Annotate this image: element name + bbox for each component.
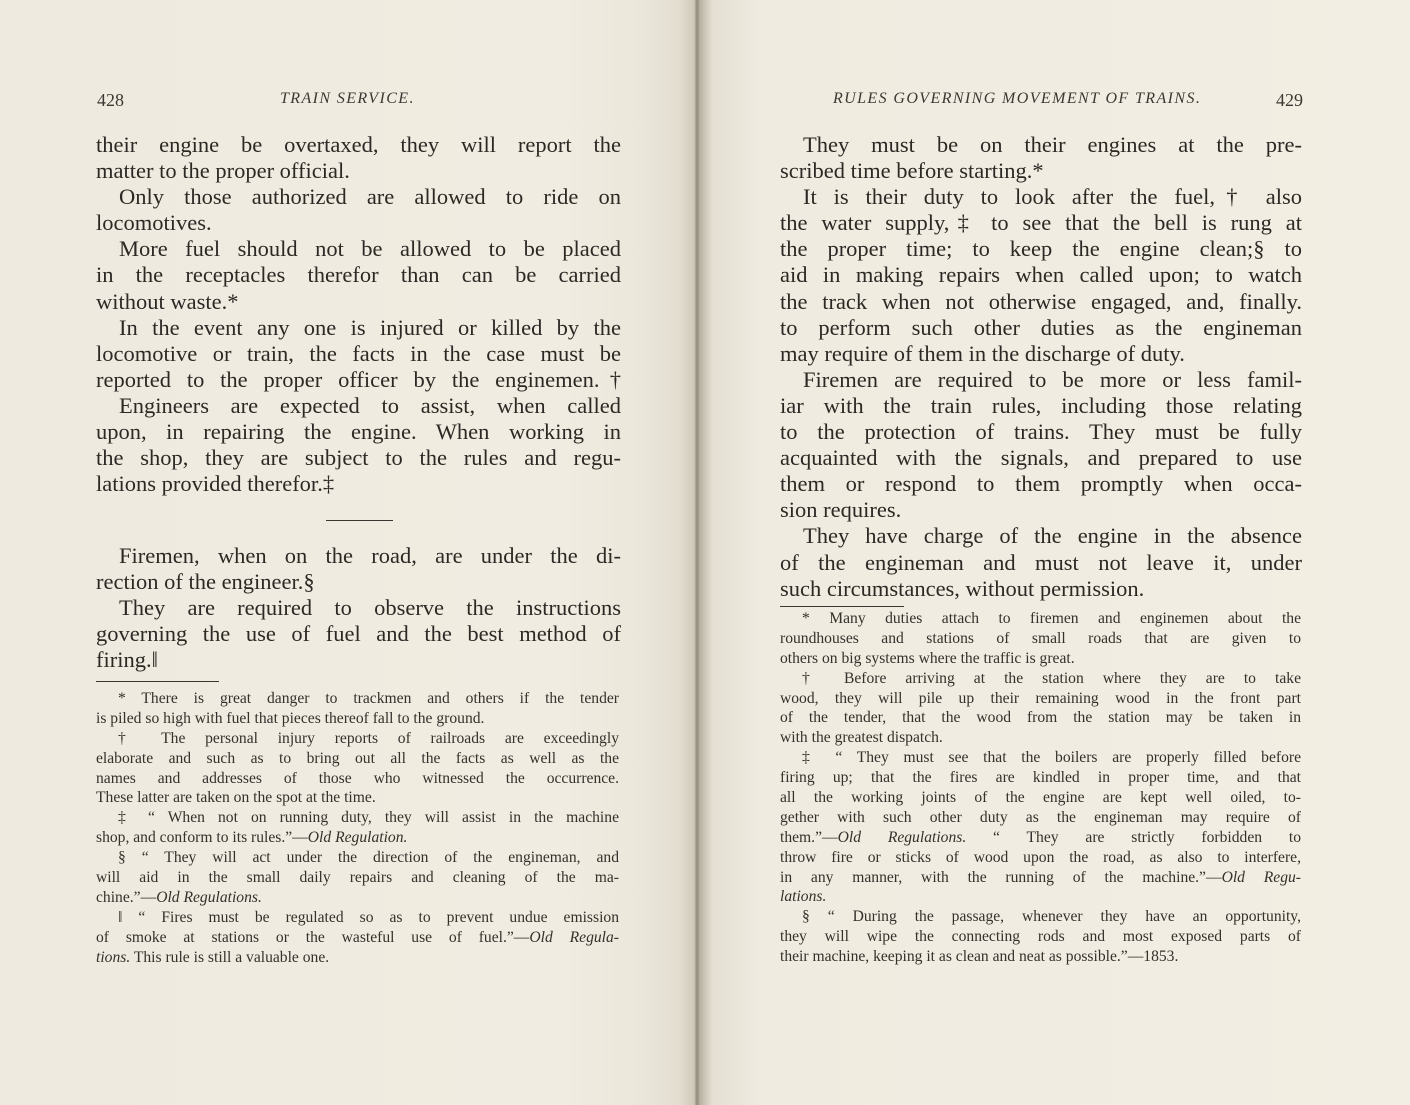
text-line: locomotive or train, the facts in the case must be: [96, 340, 621, 366]
text-line: such circumstances, without permission.: [780, 575, 1145, 601]
text-line: More fuel should not be allowed to be placed: [119, 236, 621, 262]
text-line: rection of the engineer.§: [96, 569, 315, 595]
text-line: throw fire or sticks of wood upon the road, as also to interfere,: [780, 848, 1301, 866]
text-line: ‖ “ Fires must be regulated so as to prevent undue emission: [118, 908, 619, 926]
text-line: * Many duties attach to firemen and enginemen about the: [802, 610, 1301, 627]
text-line: Only those authorized are allowed to ride on: [119, 184, 621, 210]
text-line: acquainted with the signals, and prepared to use: [780, 445, 1302, 471]
footnote-rule: [780, 606, 904, 607]
text-line: * There is great danger to trackmen and others if the tender: [118, 690, 619, 707]
text-line: These latter are taken on the spot at the time.: [96, 789, 376, 807]
text-line: them or respond to them promptly when occa-: [780, 471, 1302, 497]
text-line: is piled so high with fuel that pieces thereof fall to the ground.: [96, 709, 485, 727]
text-line: § “ During the passage, whenever they have an opportunity,: [802, 908, 1301, 926]
text-line: with the greatest dispatch.: [780, 729, 943, 747]
running-head-left: [97, 90, 619, 114]
text-line: of the engineman and must not leave it, under: [780, 549, 1302, 575]
right-page: [698, 0, 1410, 1105]
text-line: chine.”—Old Regulations.: [96, 888, 262, 906]
text-line: in the receptacles therefor than can be carried: [96, 262, 621, 288]
text-line: may require of them in the discharge of duty.: [780, 340, 1185, 366]
text-line: aid in making repairs when called upon; to watch: [780, 262, 1302, 288]
text-line: ‡ “ They must see that the boilers are properly filled before: [802, 749, 1301, 767]
text-line: will aid in the small daily repairs and cleaning of the ma-: [96, 869, 619, 887]
text-line: without waste.*: [96, 288, 239, 314]
text-line: In the event any one is injured or killed by the: [119, 314, 621, 340]
text-line: others on big systems where the traffic is great.: [780, 649, 1075, 667]
text-line: of smoke at stations or the wasteful use of fuel.”—Old Regula-: [96, 928, 619, 946]
text-line: the proper time; to keep the engine clean;§ to: [780, 236, 1302, 262]
text-line: firing up; that the fires are kindled in proper time, and that: [780, 769, 1301, 787]
text-line: locomotives.: [96, 210, 212, 236]
text-line: all the working joints of the engine are kept well oiled, to-: [780, 789, 1301, 807]
text-line: iar with the train rules, including those relating: [780, 392, 1302, 418]
text-line: shop, and conform to its rules.”—Old Regulation.: [96, 829, 408, 847]
text-line: § “ They will act under the direction of the engineman, and: [118, 849, 619, 867]
text-line: scribed time before starting.*: [780, 158, 1044, 184]
text-line: Engineers are expected to assist, when called: [119, 392, 621, 418]
text-line: reported to the proper officer by the enginemen.†: [96, 366, 621, 392]
text-line: their engine be overtaxed, they will report the: [96, 132, 621, 157]
text-line: tions. This rule is still a valuable one.: [96, 948, 330, 966]
text-line: in any manner, with the running of the machine.”—Old Regu-: [780, 868, 1301, 886]
body-text: [780, 132, 1302, 602]
running-head-right: [833, 90, 1303, 114]
text-line: of the tender, that the wood from the station may be taken in: [780, 709, 1301, 727]
running-head-title: RULES GOVERNING MOVEMENT OF TRAINS.: [833, 90, 1202, 107]
text-line: † The personal injury reports of railroads are exceedingly: [118, 729, 619, 747]
section-divider-rule: [326, 520, 393, 521]
text-line: the shop, they are subject to the rules and regu-: [96, 445, 621, 471]
text-line: upon, in repairing the engine. When working in: [96, 419, 621, 445]
text-line: ‡ “ When not on running duty, they will assist in the machine: [118, 809, 619, 827]
text-line: governing the use of fuel and the best method of: [96, 621, 621, 647]
text-line: they will wipe the connecting rods and most exposed parts of: [780, 928, 1301, 946]
text-line: to perform such other duties as the engineman: [780, 314, 1302, 340]
footnotes: [96, 689, 619, 967]
text-line: their machine, keeping it as clean and neat as possible.”—1853.: [780, 948, 1179, 966]
body-text-upper: [96, 132, 621, 497]
text-line: roundhouses and stations of small roads that are given to: [780, 629, 1301, 647]
body-text-lower: [96, 543, 621, 673]
running-head-title: TRAIN SERVICE.: [280, 90, 415, 107]
text-line: names and addresses of those who witnessed the occurrence.: [96, 769, 619, 787]
left-page: [0, 0, 697, 1105]
text-line: wood, they will pile up their remaining wood in the front part: [780, 689, 1301, 707]
text-line: matter to the proper official.: [96, 158, 350, 184]
footnote-rule: [96, 681, 219, 682]
text-line: gether with such other duty as the engineman may require of: [780, 808, 1301, 826]
text-line: them.”—Old Regulations. “ They are strictly forbidden to: [780, 828, 1301, 846]
text-line: to the protection of trains. They must be fully: [780, 419, 1302, 445]
text-line: They must be on their engines at the pre-: [803, 132, 1302, 157]
page-number: 429: [1276, 90, 1303, 110]
text-line: lations.: [780, 888, 827, 906]
footnotes: [780, 609, 1301, 967]
text-line: † Before arriving at the station where they are to take: [802, 669, 1301, 687]
text-line: It is their duty to look after the fuel,† also: [803, 184, 1302, 210]
text-line: Firemen, when on the road, are under the di-: [119, 543, 621, 568]
text-line: They are required to observe the instructions: [119, 595, 621, 621]
text-line: the track when not otherwise engaged, and, finally.: [780, 288, 1302, 314]
text-line: Firemen are required to be more or less famil-: [803, 366, 1302, 392]
text-line: the water supply,‡ to see that the bell is rung at: [780, 210, 1302, 236]
text-line: firing.‖: [96, 647, 158, 673]
text-line: elaborate and such as to bring out all the facts as well as the: [96, 749, 619, 767]
text-line: They have charge of the engine in the absence: [803, 523, 1302, 549]
text-line: sion requires.: [780, 497, 902, 523]
page-number: 428: [97, 90, 124, 110]
text-line: lations provided therefor.‡: [96, 471, 335, 497]
